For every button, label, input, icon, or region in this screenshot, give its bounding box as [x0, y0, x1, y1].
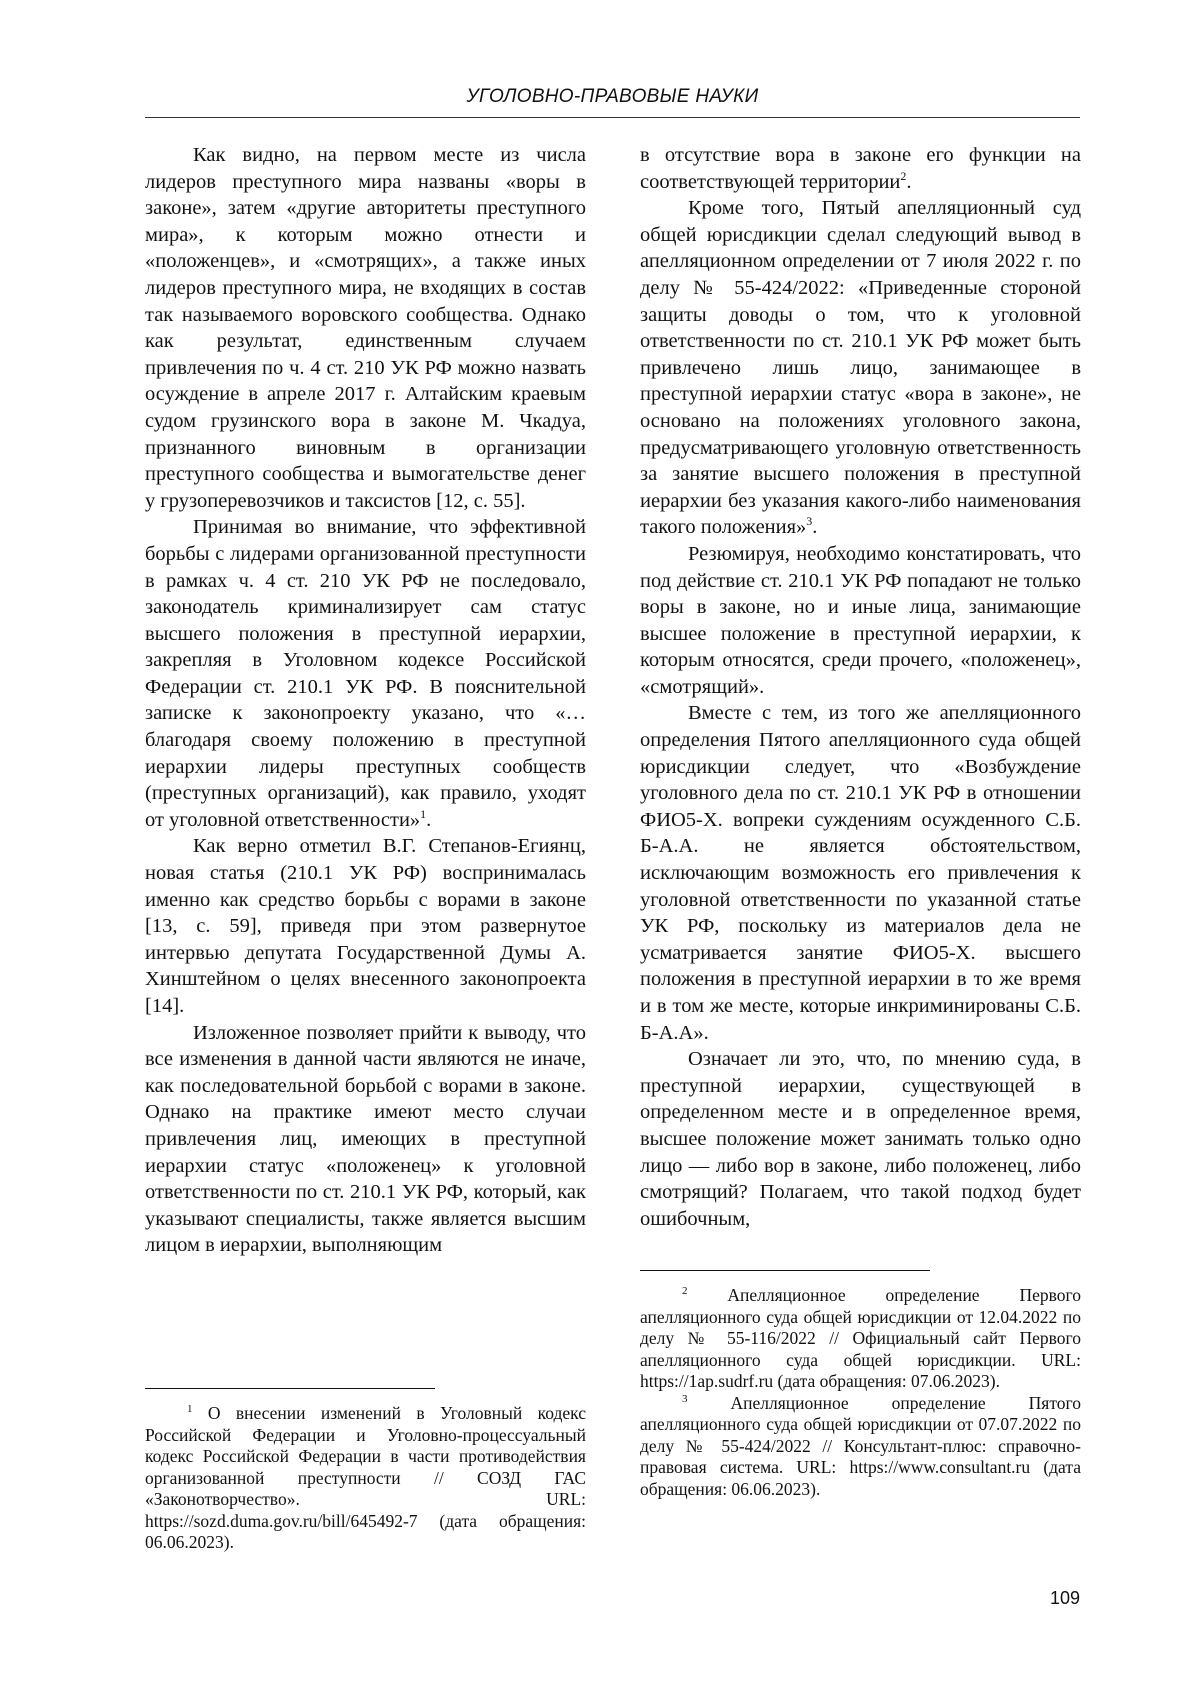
body-paragraph: Резюмируя, необходимо констатировать, что под действие ст. 210.1 УК РФ попадают не только воры в законе, но и иные лица, занимающие высшее положение в преступной иерархии, к которым относятся, среди прочего, «положенец», «смотрящий».	[640, 542, 1081, 698]
body-paragraph: Означает ли это, что, по мнению суда, в преступной иерархии, существующей в определенном месте и в определенное время, высшее положение может занимать только одно лицо — либо вор в законе, либо положенец, либо смотрящий? Полагаем, что такой подход будет ошибочным,	[640, 1048, 1081, 1230]
footnote-ref-3: 3	[806, 514, 813, 529]
body-paragraph: Принимая во внимание, что эффективной борьбы с лидерами организованной преступности в рамках ч. 4 ст. 210 УК РФ не последовало, законодатель криминализирует сам статус высшего положения в преступной иерархии, закрепляя в Уголовном кодексе Российской Федерации ст. 210.1 УК РФ. В пояснительной записке к законопроекту указано, что «…благодаря своему положению в преступной иерархии лидеры преступных сообществ (преступных организаций), как правило, уходят от уголовной ответственности»$^1$.	[145, 516, 586, 831]
footnote-text: Апелляционное определение Первого апелляционного суда общей юрисдикции от 12.04.2022 по делу № 55-116/2022 // Официальный сайт Первого апелляционного суда общей юрисдикции. URL: https://1ap.sudrf.ru (дата обращения: 07.06.2023).	[640, 1285, 1082, 1391]
footnote-number: 2	[682, 1285, 688, 1298]
footnotes-left	[145, 1388, 586, 1554]
footnote-2	[640, 1285, 1081, 1393]
paragraph-text: Кроме того, Пятый апелляционный суд общей юрисдикции сделал следующий вывод в апелляционном определении от 7 июля 2022 г. по делу № 55-424/2022: «Приведенные стороной защиты доводы о том, что к уголовной ответственности по ст. 210.1 УК РФ может быть привлечено лишь лицо, занимающее в преступной иерархии статус «вора в законе», не основано на положениях уголовного закона, предусматривающего уголовную ответственность за занятие высшего положения в преступной иерархии без указания какого-либо наименования такого положения»	[640, 197, 1081, 539]
body-paragraph: Как верно отметил В.Г. Степанов-Егиянц, новая статья (210.1 УК РФ) воспринималась именно как средство борьбы с ворами в законе [13, с. 59], приведя при этом развернутое интервью депутата Государственной Думы А. Хинштейном о целях внесенного законопроекта [14].	[145, 835, 586, 1017]
paragraph-text: Принимая во внимание, что эффективной борьбы с лидерами организованной преступности в рамках ч. 4 ст. 210 УК РФ не последовало, законодатель криминализирует сам статус высшего положения в преступной иерархии, закрепляя в Уголовном кодексе Российской Федерации ст. 210.1 УК РФ. В пояснительной записке к законопроекту указано, что «…благодаря своему положению в преступной иерархии лидеры преступных сообществ (преступных организаций), как правило, уходят от уголовной ответственности»	[145, 516, 586, 831]
running-head: УГОЛОВНО-ПРАВОВЫЕ НАУКИ	[466, 86, 759, 107]
body-paragraph: Вместе с тем, из того же апелляционного определения Пятого апелляционного суда общей юрисдикции следует, что «Возбуждение уголовного дела по ст. 210.1 УК РФ в отношении ФИО5-Х. вопреки суждениям осужденного С.Б. Б-А.А. не является обстоятельством, исключающим возможность его привлечения к уголовной ответственности по указанной статье УК РФ, поскольку из материалов дела не усматривается занятие ФИО5-Х. высшего положения в преступной иерархии в то же время и в том же месте, которые инкриминированы С.Б. Б-А.А».	[640, 702, 1081, 1044]
paragraph-text: в отсутствие вора в законе его функции на соответствующей территории	[640, 144, 1081, 193]
page-number: 109	[1049, 1588, 1080, 1608]
footnote-number: 1	[187, 1403, 193, 1416]
header-rule	[145, 117, 1080, 118]
footnote-1	[145, 1403, 586, 1554]
body-paragraph: в отсутствие вора в законе его функции на соответствующей территории$^2$.	[640, 144, 1081, 193]
footnote-number: 3	[682, 1392, 688, 1405]
left-column	[145, 142, 586, 1259]
footnote-ref-1: 1	[420, 807, 427, 822]
footnote-text: Апелляционное определение Пятого апелляционного суда общей юрисдикции от 07.07.2022 по делу № 55-424/2022 // Консультант-плюс: справочно-правовая система. URL: https://www.consultant.ru (дата обращения: 06.06.2023).	[640, 1392, 1081, 1499]
footnote-3	[640, 1393, 1081, 1501]
body-paragraph: Кроме того, Пятый апелляционный суд общей юрисдикции сделал следующий вывод в апелляционном определении от 7 июля 2022 г. по делу № 55-424/2022: «Приведенные стороной защиты доводы о том, что к уголовной ответственности по ст. 210.1 УК РФ может быть привлечено лишь лицо, занимающее в преступной иерархии статус «вора в законе», не основано на положениях уголовного закона, предусматривающего уголовную ответственность за занятие высшего положения в преступной иерархии без указания какого-либо наименования такого положения»$^3$.	[640, 197, 1081, 539]
right-column	[640, 142, 1081, 1232]
footnote-ref-2: 2	[900, 168, 907, 183]
footnote-rule	[640, 1270, 930, 1271]
body-paragraph: Изложенное позволяет прийти к выводу, что все изменения в данной части являются не иначе, как последовательной борьбой с ворами в законе. Однако на практике имеют место случаи привлечения лиц, имеющих в преступной иерархии статус «положенец» к уголовной ответственности по ст. 210.1 УК РФ, который, как указывают специалисты, также является высшим лицом в иерархии, выполняющим	[145, 1021, 586, 1257]
footnotes-right	[640, 1270, 1081, 1500]
footnote-text: О внесении изменений в Уголовный кодекс Российской Федерации и Уголовно-процессуальный кодекс Российской Федерации в части противодействия организованной преступности // СОЗД ГАС «Законотворчество». URL: https://sozd.duma.gov.ru/bill/645492-7 (дата обращения: 06.06.2023).	[145, 1403, 587, 1552]
body-paragraph: Как видно, на первом месте из числа лидеров преступного мира названы «воры в законе», затем «другие авторитеты преступного мира», к которым можно отнести и «положенцев», и «смотрящих», а также иных лидеров преступного мира, не входящих в состав так называемого воровского сообщества. Однако как результат, единственным случаем привлечения по ч. 4 ст. 210 УК РФ можно назвать осуждение в апреле 2017 г. Алтайским краевым судом грузинского вора в законе М. Чкадуа, признанного виновным в организации преступного сообщества и вымогательстве денег у грузоперевозчиков и таксистов [12, с. 55].	[145, 144, 586, 512]
footnote-rule	[145, 1388, 435, 1389]
